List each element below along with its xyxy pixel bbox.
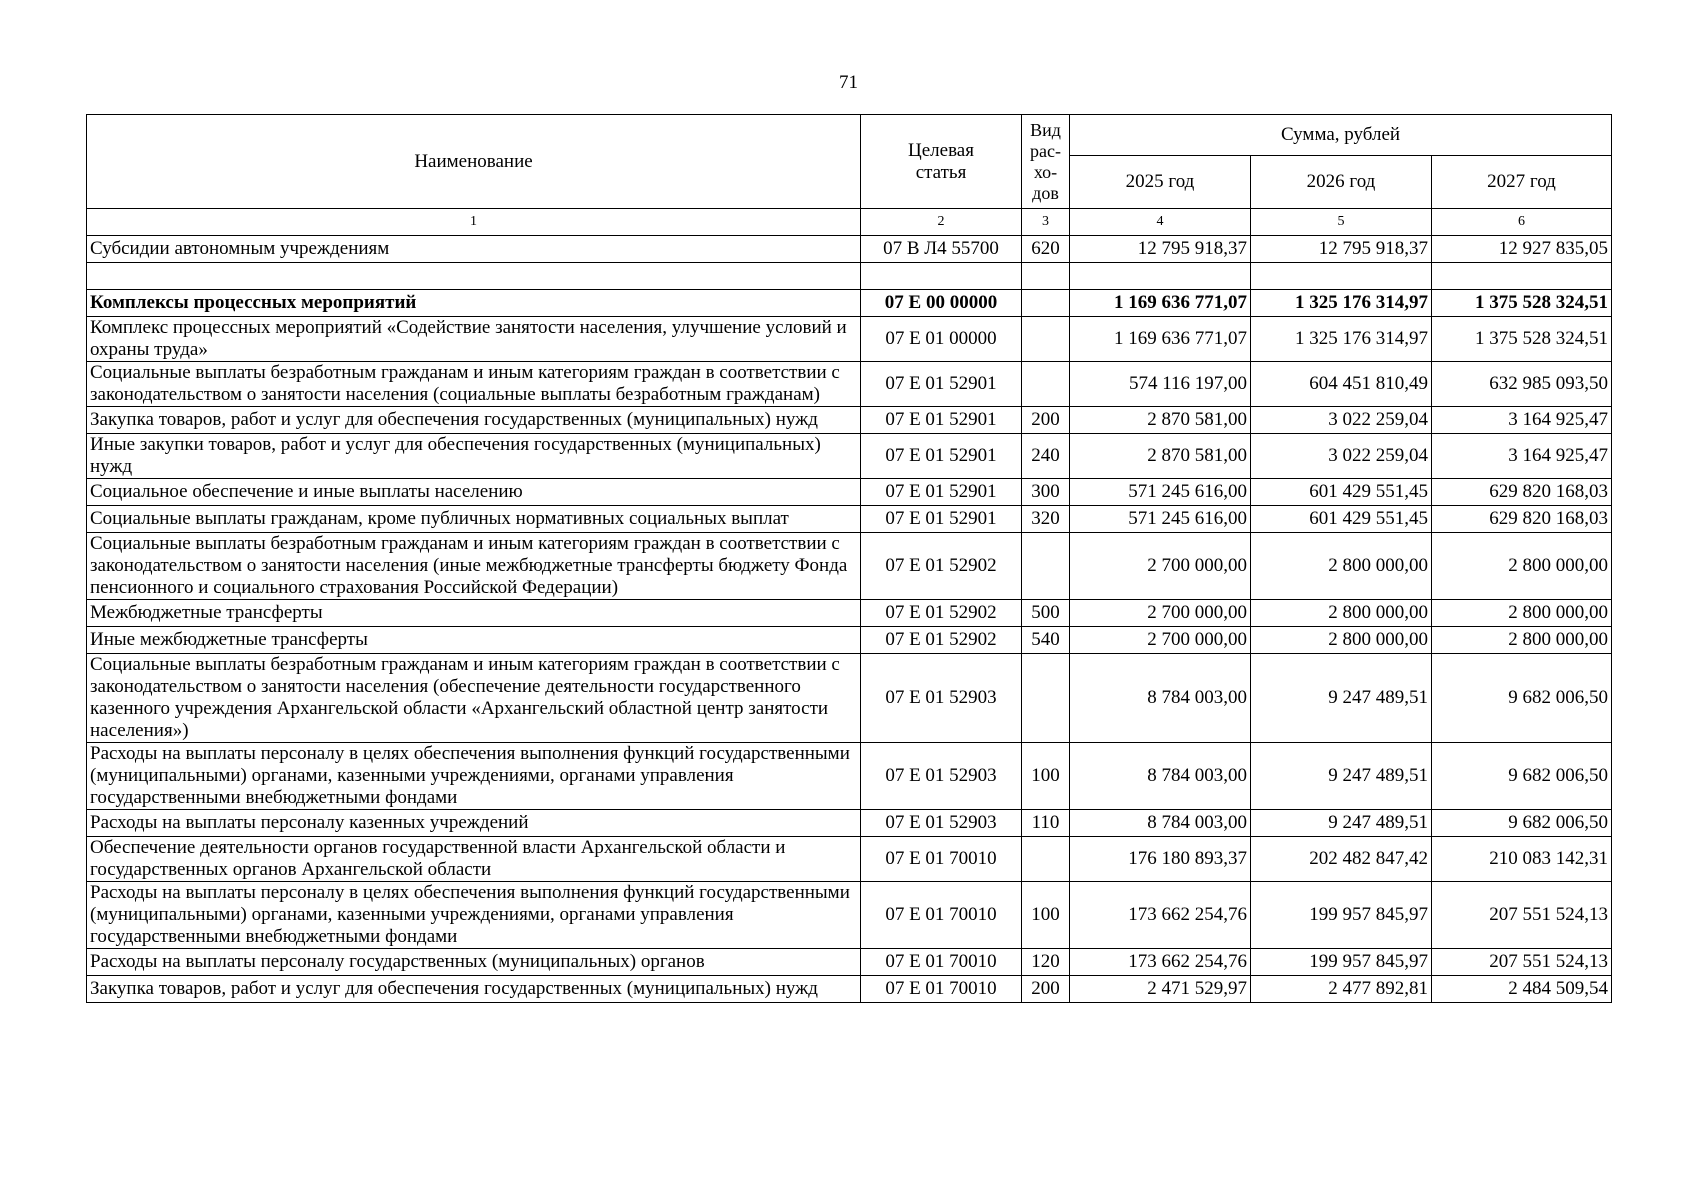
- row-amount-2025: 2 870 581,00: [1070, 407, 1251, 434]
- row-target-article: 07 Е 01 52902: [861, 627, 1022, 654]
- table-row: [87, 600, 1612, 627]
- row-name: Комплекс процессных мероприятий «Содействие занятости населения, улучшение условий и охраны труда»: [87, 317, 861, 362]
- header-expense-kind: [1022, 115, 1070, 209]
- row-target-article: 07 Е 01 70010: [861, 976, 1022, 1003]
- header-kind-line: рас-: [1030, 140, 1061, 161]
- table-row: [87, 810, 1612, 837]
- table-row: [87, 976, 1612, 1003]
- row-amount-2026: 9 247 489,51: [1251, 743, 1432, 810]
- table-row: [87, 407, 1612, 434]
- row-target-article: 07 Е 01 52901: [861, 479, 1022, 506]
- row-amount-2027: 9 682 006,50: [1432, 743, 1612, 810]
- row-name: Социальные выплаты безработным гражданам и иным категориям граждан в соответствии с законодательством о занятости населения (иные межбюджетные трансферты бюджету Фонда пенсионного и социального страхования Российской Федерации): [87, 533, 861, 600]
- row-target-article: 07 Е 01 52903: [861, 743, 1022, 810]
- row-expense-kind: 120: [1022, 949, 1070, 976]
- row-expense-kind: 320: [1022, 506, 1070, 533]
- row-amount-2026: 1 325 176 314,97: [1251, 317, 1432, 362]
- row-amount-2025: 12 795 918,37: [1070, 236, 1251, 263]
- column-number: 5: [1251, 209, 1432, 236]
- header-kind-line: дов: [1032, 182, 1059, 203]
- row-amount-2026: 9 247 489,51: [1251, 654, 1432, 743]
- row-name: Расходы на выплаты персоналу государственных (муниципальных) органов: [87, 949, 861, 976]
- row-name: [87, 263, 861, 290]
- row-expense-kind: 300: [1022, 479, 1070, 506]
- row-name: Расходы на выплаты персоналу в целях обеспечения выполнения функций государственными (муниципальными) органами, казенными учреждениями, органами управления государственными внебюджетными фондами: [87, 882, 861, 949]
- row-amount-2026: 2 477 892,81: [1251, 976, 1432, 1003]
- row-name: Социальное обеспечение и иные выплаты населению: [87, 479, 861, 506]
- table-row: [87, 949, 1612, 976]
- row-expense-kind: 100: [1022, 743, 1070, 810]
- row-amount-2027: 3 164 925,47: [1432, 434, 1612, 479]
- column-number: 1: [87, 209, 861, 236]
- row-expense-kind: [1022, 362, 1070, 407]
- table-row: [87, 317, 1612, 362]
- row-name: Социальные выплаты гражданам, кроме публичных нормативных социальных выплат: [87, 506, 861, 533]
- row-name: Межбюджетные трансферты: [87, 600, 861, 627]
- header-sum: Сумма, рублей: [1070, 115, 1612, 156]
- row-name: Социальные выплаты безработным гражданам и иным категориям граждан в соответствии с законодательством о занятости населения (социальные выплаты безработным гражданам): [87, 362, 861, 407]
- table-row: [87, 362, 1612, 407]
- row-expense-kind: [1022, 654, 1070, 743]
- row-amount-2026: 9 247 489,51: [1251, 810, 1432, 837]
- row-target-article: 07 Е 01 52901: [861, 407, 1022, 434]
- row-amount-2026: 199 957 845,97: [1251, 949, 1432, 976]
- table-row-empty: [87, 263, 1612, 290]
- row-target-article: 07 Е 01 52901: [861, 506, 1022, 533]
- row-amount-2025: 2 471 529,97: [1070, 976, 1251, 1003]
- row-name: Комплексы процессных мероприятий: [87, 290, 861, 317]
- header-kind-line: хо-: [1033, 161, 1058, 182]
- row-amount-2025: 1 169 636 771,07: [1070, 290, 1251, 317]
- column-number: 6: [1432, 209, 1612, 236]
- row-name: Иные межбюджетные трансферты: [87, 627, 861, 654]
- table-row: [87, 290, 1612, 317]
- row-target-article: 07 Е 01 52903: [861, 810, 1022, 837]
- row-target-article: 07 Е 01 52903: [861, 654, 1022, 743]
- row-amount-2027: 629 820 168,03: [1432, 479, 1612, 506]
- row-amount-2026: 202 482 847,42: [1251, 837, 1432, 882]
- row-amount-2025: 2 700 000,00: [1070, 600, 1251, 627]
- row-amount-2027: 629 820 168,03: [1432, 506, 1612, 533]
- row-amount-2027: 632 985 093,50: [1432, 362, 1612, 407]
- row-amount-2026: 12 795 918,37: [1251, 236, 1432, 263]
- row-target-article: 07 Е 01 52901: [861, 434, 1022, 479]
- row-amount-2025: 2 870 581,00: [1070, 434, 1251, 479]
- row-amount-2025: 2 700 000,00: [1070, 533, 1251, 600]
- row-target-article: [861, 263, 1022, 290]
- page-number: 71: [839, 72, 858, 93]
- table-row: [87, 479, 1612, 506]
- header-target-article: [861, 115, 1022, 209]
- row-expense-kind: 110: [1022, 810, 1070, 837]
- row-amount-2025: 173 662 254,76: [1070, 882, 1251, 949]
- budget-table: [86, 114, 1612, 1003]
- table-row: [87, 236, 1612, 263]
- row-target-article: 07 Е 01 70010: [861, 949, 1022, 976]
- row-amount-2027: 2 800 000,00: [1432, 627, 1612, 654]
- column-number: 2: [861, 209, 1022, 236]
- row-amount-2026: [1251, 263, 1432, 290]
- row-amount-2025: 571 245 616,00: [1070, 479, 1251, 506]
- row-target-article: 07 Е 01 00000: [861, 317, 1022, 362]
- row-expense-kind: 620: [1022, 236, 1070, 263]
- table-row: [87, 533, 1612, 600]
- row-amount-2027: 2 800 000,00: [1432, 600, 1612, 627]
- row-amount-2027: 3 164 925,47: [1432, 407, 1612, 434]
- row-amount-2027: 9 682 006,50: [1432, 654, 1612, 743]
- row-amount-2025: 1 169 636 771,07: [1070, 317, 1251, 362]
- row-amount-2027: 210 083 142,31: [1432, 837, 1612, 882]
- row-expense-kind: [1022, 533, 1070, 600]
- column-number: 4: [1070, 209, 1251, 236]
- row-name: Социальные выплаты безработным гражданам и иным категориям граждан в соответствии с законодательством о занятости населения (обеспечение деятельности государственного казенного учреждения Архангельской области «Архангельский областной центр занятости населения»): [87, 654, 861, 743]
- row-amount-2027: 207 551 524,13: [1432, 949, 1612, 976]
- header-kind-line: Вид: [1030, 119, 1061, 140]
- table-row: [87, 434, 1612, 479]
- row-name: Расходы на выплаты персоналу казенных учреждений: [87, 810, 861, 837]
- table-row: [87, 743, 1612, 810]
- row-expense-kind: 200: [1022, 407, 1070, 434]
- row-amount-2027: 2 800 000,00: [1432, 533, 1612, 600]
- row-amount-2025: 2 700 000,00: [1070, 627, 1251, 654]
- row-target-article: 07 Е 00 00000: [861, 290, 1022, 317]
- row-amount-2025: 8 784 003,00: [1070, 810, 1251, 837]
- row-amount-2026: 2 800 000,00: [1251, 533, 1432, 600]
- row-amount-2027: [1432, 263, 1612, 290]
- row-amount-2027: 1 375 528 324,51: [1432, 290, 1612, 317]
- row-expense-kind: [1022, 263, 1070, 290]
- row-amount-2026: 2 800 000,00: [1251, 600, 1432, 627]
- row-name: Расходы на выплаты персоналу в целях обеспечения выполнения функций государственными (муниципальными) органами, казенными учреждениями, органами управления государственными внебюджетными фондами: [87, 743, 861, 810]
- row-target-article: 07 Е 01 70010: [861, 882, 1022, 949]
- row-amount-2026: 601 429 551,45: [1251, 479, 1432, 506]
- row-amount-2026: 199 957 845,97: [1251, 882, 1432, 949]
- table-row: [87, 627, 1612, 654]
- table-row: [87, 506, 1612, 533]
- row-amount-2025: [1070, 263, 1251, 290]
- row-name: Закупка товаров, работ и услуг для обеспечения государственных (муниципальных) нужд: [87, 976, 861, 1003]
- header-year-2026: 2026 год: [1251, 156, 1432, 209]
- row-name: Субсидии автономным учреждениям: [87, 236, 861, 263]
- row-amount-2025: 173 662 254,76: [1070, 949, 1251, 976]
- row-expense-kind: [1022, 290, 1070, 317]
- row-amount-2027: 1 375 528 324,51: [1432, 317, 1612, 362]
- row-name: Закупка товаров, работ и услуг для обеспечения государственных (муниципальных) нужд: [87, 407, 861, 434]
- row-target-article: 07 Е 01 52902: [861, 533, 1022, 600]
- table-row: [87, 654, 1612, 743]
- column-number: 3: [1022, 209, 1070, 236]
- row-amount-2025: 574 116 197,00: [1070, 362, 1251, 407]
- row-expense-kind: 100: [1022, 882, 1070, 949]
- row-amount-2026: 2 800 000,00: [1251, 627, 1432, 654]
- row-amount-2027: 9 682 006,50: [1432, 810, 1612, 837]
- row-expense-kind: 500: [1022, 600, 1070, 627]
- row-amount-2026: 1 325 176 314,97: [1251, 290, 1432, 317]
- row-amount-2026: 3 022 259,04: [1251, 434, 1432, 479]
- row-amount-2027: 207 551 524,13: [1432, 882, 1612, 949]
- row-amount-2025: 8 784 003,00: [1070, 654, 1251, 743]
- row-amount-2027: 2 484 509,54: [1432, 976, 1612, 1003]
- header-year-2027: 2027 год: [1432, 156, 1612, 209]
- row-name: Иные закупки товаров, работ и услуг для обеспечения государственных (муниципальных) нужд: [87, 434, 861, 479]
- row-amount-2025: 571 245 616,00: [1070, 506, 1251, 533]
- column-number-row: [87, 209, 1612, 236]
- row-amount-2026: 601 429 551,45: [1251, 506, 1432, 533]
- row-amount-2027: 12 927 835,05: [1432, 236, 1612, 263]
- row-expense-kind: 200: [1022, 976, 1070, 1003]
- row-name: Обеспечение деятельности органов государственной власти Архангельской области и государственных органов Архангельской области: [87, 837, 861, 882]
- row-target-article: 07 В Л4 55700: [861, 236, 1022, 263]
- row-amount-2025: 176 180 893,37: [1070, 837, 1251, 882]
- row-target-article: 07 Е 01 52901: [861, 362, 1022, 407]
- header-target-line1: Целевая: [908, 139, 974, 161]
- table-row: [87, 882, 1612, 949]
- row-target-article: 07 Е 01 52902: [861, 600, 1022, 627]
- row-amount-2026: 3 022 259,04: [1251, 407, 1432, 434]
- header-name: Наименование: [87, 115, 861, 209]
- row-expense-kind: 240: [1022, 434, 1070, 479]
- row-expense-kind: [1022, 317, 1070, 362]
- row-expense-kind: 540: [1022, 627, 1070, 654]
- header-year-2025: 2025 год: [1070, 156, 1251, 209]
- row-amount-2026: 604 451 810,49: [1251, 362, 1432, 407]
- header-target-line2: статья: [915, 161, 967, 183]
- table-row: [87, 837, 1612, 882]
- row-expense-kind: [1022, 837, 1070, 882]
- row-target-article: 07 Е 01 70010: [861, 837, 1022, 882]
- row-amount-2025: 8 784 003,00: [1070, 743, 1251, 810]
